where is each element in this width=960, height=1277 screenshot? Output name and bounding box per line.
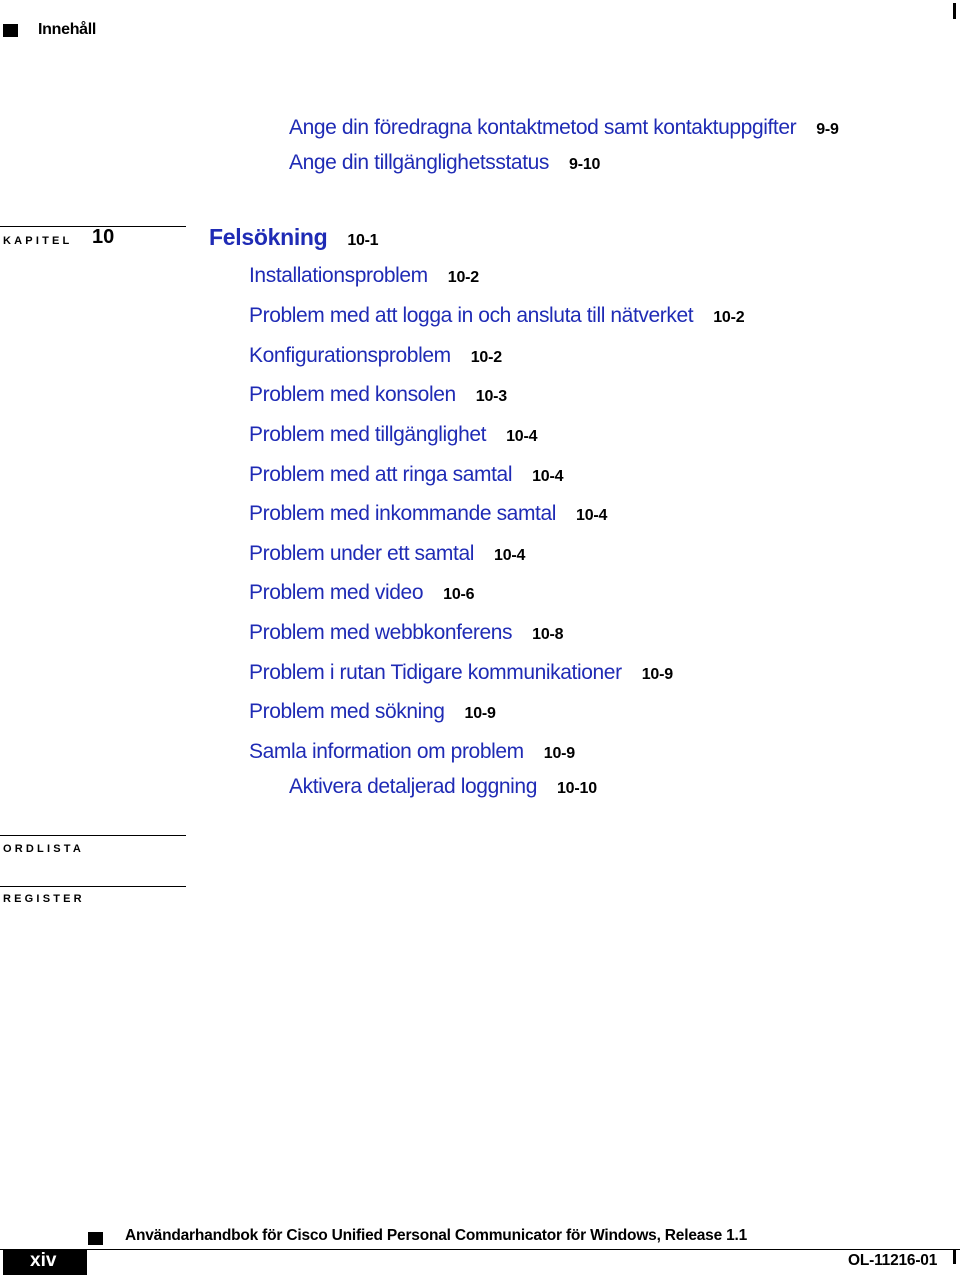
footer-marker — [88, 1232, 103, 1245]
toc-section-title: Problem med sökning — [249, 700, 445, 723]
index-heading[interactable]: REGISTER — [3, 893, 85, 905]
glossary-heading[interactable]: ORDLISTA — [3, 843, 85, 855]
toc-section[interactable] — [249, 383, 507, 407]
running-header: Innehåll — [38, 21, 97, 38]
toc-section[interactable] — [249, 344, 502, 368]
index-rule — [0, 886, 186, 887]
toc-section[interactable] — [249, 423, 537, 447]
toc-section-page: 10-6 — [443, 586, 475, 603]
toc-section-title: Problem med tillgänglighet — [249, 423, 487, 446]
chapter-page: 10-1 — [347, 232, 379, 249]
toc-section-page: 10-4 — [506, 428, 538, 445]
chapter-title: Felsökning — [209, 224, 328, 250]
toc-section-title: Problem under ett samtal — [249, 542, 475, 565]
toc-section-title: Installationsproblem — [249, 264, 428, 287]
chapter-label: KAPITEL — [3, 235, 73, 247]
toc-entry-page: 9-10 — [569, 156, 601, 173]
toc-section-page: 10-3 — [475, 388, 508, 405]
glossary-rule — [0, 835, 186, 836]
toc-section-title: Problem med inkommande samtal — [249, 502, 557, 525]
toc-section-title: Problem i rutan Tidigare kommunikationer — [249, 661, 622, 684]
document-number: OL-11216-01 — [848, 1252, 938, 1269]
toc-entry-title: Ange din föredragna kontaktmetod samt kontaktuppgifter — [289, 116, 797, 139]
footer-edge-bar — [953, 1250, 956, 1264]
toc-section-page: 10-2 — [470, 349, 502, 366]
chapter-number: 10 — [92, 226, 115, 248]
footer-book-title: Användarhandbok för Cisco Unified Personal Communicator för Windows, Release 1.1 — [125, 1227, 748, 1244]
toc-section-page: 10-4 — [576, 507, 608, 524]
toc-section[interactable] — [249, 542, 525, 566]
toc-section-page: 10-4 — [532, 468, 564, 485]
toc-section-title: Problem med webbkonferens — [249, 621, 513, 644]
toc-section[interactable] — [249, 502, 607, 526]
toc-section[interactable] — [249, 740, 575, 764]
toc-section[interactable] — [249, 463, 563, 487]
toc-section[interactable] — [249, 621, 563, 645]
toc-section-page: 10-4 — [494, 547, 526, 564]
toc-entry-page: 9-9 — [816, 121, 839, 138]
toc-section[interactable] — [249, 700, 496, 724]
toc-subsection-title: Aktivera detaljerad loggning — [289, 775, 537, 798]
toc-entry[interactable] — [289, 151, 600, 175]
toc-entry[interactable] — [289, 116, 839, 140]
toc-entry-title: Ange din tillgänglighetsstatus — [289, 151, 550, 174]
toc-section-page: 10-9 — [543, 745, 575, 762]
toc-section[interactable] — [249, 661, 673, 685]
toc-section[interactable] — [249, 264, 479, 288]
toc-section-page: 10-8 — [532, 626, 564, 643]
header-marker — [3, 24, 18, 37]
toc-section-page: 10-2 — [713, 309, 745, 326]
toc-section-page: 10-9 — [464, 705, 496, 722]
toc-subsection-page: 10-10 — [556, 780, 597, 797]
toc-section-title: Problem med konsolen — [249, 383, 456, 406]
toc-section[interactable] — [249, 581, 474, 605]
toc-section-title: Problem med video — [249, 581, 424, 604]
toc-section[interactable] — [249, 304, 744, 328]
toc-section-title: Konfigurationsproblem — [249, 344, 451, 367]
footer-rule — [0, 1249, 960, 1250]
toc-section-page: 10-9 — [641, 666, 673, 683]
header-edge-bar — [953, 3, 956, 19]
toc-section-title: Samla information om problem — [249, 740, 524, 763]
chapter-title-link[interactable] — [209, 224, 378, 251]
toc-section-title: Problem med att ringa samtal — [249, 463, 513, 486]
toc-section-page: 10-2 — [447, 269, 479, 286]
page-number: xiv — [30, 1250, 57, 1271]
toc-section-title: Problem med att logga in och ansluta till nätverket — [249, 304, 694, 327]
toc-subsection[interactable] — [289, 775, 597, 799]
